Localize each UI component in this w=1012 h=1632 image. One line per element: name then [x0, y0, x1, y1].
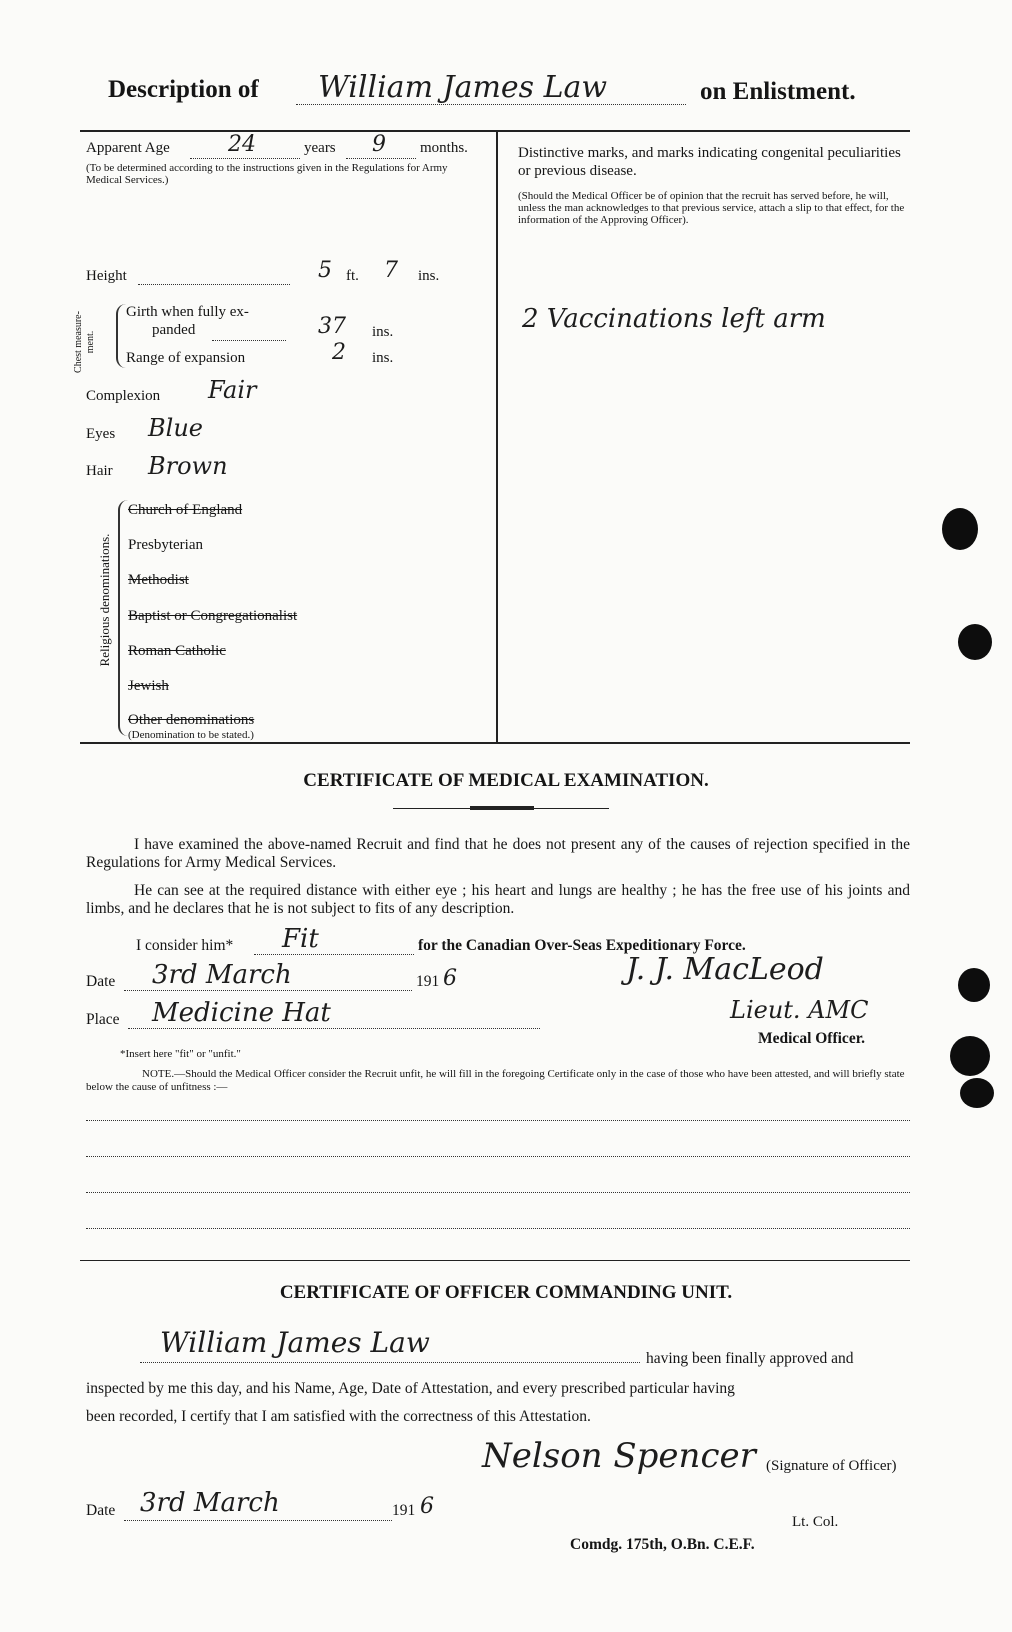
- commanding-rank: Lt. Col.: [792, 1514, 839, 1530]
- medical-officer-label: Medical Officer.: [758, 1030, 866, 1047]
- bottom-section-rule: [80, 1260, 910, 1261]
- header-title-prefix: Description of: [108, 76, 259, 103]
- girth-label-line2: panded: [152, 322, 196, 338]
- commanding-date-label: Date: [86, 1502, 116, 1519]
- punch-hole-2: [958, 624, 992, 660]
- place-value: Medicine Hat: [152, 998, 331, 1028]
- religion-brace: [118, 500, 128, 736]
- medical-para1: I have examined the above-named Recruit and find that he does not present any of the causes of rejection specified in the Regulations for Army Medical Services.: [86, 836, 910, 871]
- years-label: years: [304, 140, 336, 156]
- ins-label: ins.: [418, 268, 440, 284]
- place-label: Place: [86, 1011, 120, 1028]
- commanding-name-line: [140, 1362, 640, 1363]
- medical-year-digit: 6: [443, 966, 457, 991]
- commanding-year-digit: 6: [420, 1494, 434, 1519]
- religion-jewish: Jewish: [128, 678, 169, 694]
- range-label: Range of expansion: [126, 350, 246, 366]
- unfit-line-4: [86, 1228, 910, 1229]
- denomination-note: (Denomination to be stated.): [128, 729, 254, 741]
- header-title-suffix: on Enlistment.: [700, 78, 856, 105]
- religion-other: Other denominations: [128, 712, 255, 728]
- header-name-line: [296, 104, 686, 105]
- complexion-value: Fair: [208, 376, 257, 404]
- unfit-line-3: [86, 1192, 910, 1193]
- marks-note: (Should the Medical Officer be of opinion that the recruit has served before, he will, unless the man acknowledges to that previous service, attach a slip to that effect, for the information of the Approving Officer).: [518, 190, 905, 226]
- age-years-value: 24: [228, 132, 256, 157]
- commanding-officer-signature: Nelson Spencer: [482, 1436, 756, 1476]
- medical-date-label: Date: [86, 973, 116, 990]
- signature-of-officer-label: (Signature of Officer): [766, 1458, 897, 1474]
- girth-ins-label: ins.: [372, 324, 394, 340]
- commanding-text3: been recorded, I certify that I am satisfied with the correctness of this Attestation.: [86, 1408, 591, 1425]
- eyes-value: Blue: [148, 414, 203, 442]
- height-line: [138, 284, 290, 285]
- insert-note: *Insert here "fit" or "unfit.": [120, 1048, 241, 1060]
- marks-value: 2 Vaccinations left arm: [522, 304, 826, 334]
- range-value: 2: [332, 340, 346, 365]
- commanding-year-prefix: 191: [392, 1502, 416, 1519]
- height-ins-value: 7: [384, 258, 398, 283]
- top-rule: [80, 130, 910, 132]
- consider-label: I consider him*: [136, 937, 234, 954]
- age-years-line: [190, 158, 300, 159]
- age-months-line: [346, 158, 416, 159]
- medical-date-line: [124, 990, 412, 991]
- religion-side-label: Religious denominations.: [97, 533, 112, 667]
- months-label: months.: [420, 140, 468, 156]
- unfit-note: NOTE.—Should the Medical Officer consider the Recruit unfit, he will fill in the foregoing Certificate only in the case of those who have been attested, and will briefly state below the cause of unfitness :—: [86, 1068, 905, 1093]
- eyes-label: Eyes: [86, 426, 116, 442]
- religion-church-of-england: Church of England: [128, 502, 243, 518]
- medical-heading: CERTIFICATE OF MEDICAL EXAMINATION.: [303, 770, 709, 791]
- consider-value: Fit: [282, 924, 319, 954]
- religion-baptist: Baptist or Congregationalist: [128, 608, 298, 624]
- marks-heading: Distinctive marks, and marks indicating congenital peculiarities or previous disease.: [518, 145, 901, 179]
- chest-brace: [116, 304, 126, 368]
- punch-hole-4: [950, 1036, 990, 1076]
- range-ins-label: ins.: [372, 350, 394, 366]
- commanding-recruit-name: William James Law: [160, 1326, 430, 1359]
- punch-hole-1: [942, 508, 978, 550]
- medical-heading-ornament-thick: [470, 806, 534, 810]
- column-divider: [496, 132, 498, 742]
- commanding-text2: inspected by me this day, and his Name, Age, Date of Attestation, and every prescribed particular having: [86, 1380, 735, 1397]
- commanding-date-line: [124, 1520, 392, 1521]
- commanding-text1: having been finally approved and: [646, 1350, 854, 1367]
- hair-value: Brown: [148, 452, 228, 480]
- complexion-label: Complexion: [86, 388, 161, 404]
- medical-officer-signature: J. J. MacLeod: [626, 952, 824, 987]
- hair-label: Hair: [86, 463, 113, 479]
- height-label: Height: [86, 268, 127, 284]
- unfit-line-1: [86, 1120, 910, 1121]
- commanding-date-value: 3rd March: [140, 1488, 280, 1518]
- section-rule: [80, 742, 910, 744]
- age-note: (To be determined according to the instructions given in the Regulations for Army Medical Services.): [86, 162, 448, 186]
- commanding-heading: CERTIFICATE OF OFFICER COMMANDING UNIT.: [279, 1282, 733, 1303]
- place-line: [128, 1028, 540, 1029]
- age-months-value: 9: [372, 132, 386, 157]
- commanding-unit: Comdg. 175th, O.Bn. C.E.F.: [570, 1536, 755, 1553]
- religion-roman-catholic: Roman Catholic: [128, 643, 226, 659]
- punch-hole-5: [960, 1078, 994, 1108]
- height-ft-value: 5: [318, 258, 332, 283]
- consider-line: [254, 954, 414, 955]
- girth-label-line1: Girth when fully ex-: [126, 304, 249, 320]
- unfit-line-2: [86, 1156, 910, 1157]
- religion-presbyterian: Presbyterian: [128, 537, 203, 553]
- apparent-age-label: Apparent Age: [86, 140, 170, 156]
- force-label: for the Canadian Over-Seas Expeditionary Force.: [418, 937, 746, 954]
- girth-value: 37: [318, 314, 346, 339]
- header-recruit-name: William James Law: [318, 70, 608, 105]
- punch-hole-3: [958, 968, 990, 1002]
- chest-side-label: Chest measure-ment.: [73, 311, 96, 373]
- medical-officer-rank: Lieut. AMC: [730, 996, 869, 1024]
- girth-line: [212, 340, 286, 341]
- medical-para2: He can see at the required distance with either eye ; his heart and lungs are healthy ; he has the free use of his joints and limbs, and he declares that he is not subject to fits of any description.: [86, 882, 910, 917]
- medical-date-value: 3rd March: [152, 960, 292, 990]
- ft-label: ft.: [346, 268, 359, 284]
- religion-methodist: Methodist: [128, 572, 189, 588]
- medical-year-prefix: 191: [416, 973, 440, 990]
